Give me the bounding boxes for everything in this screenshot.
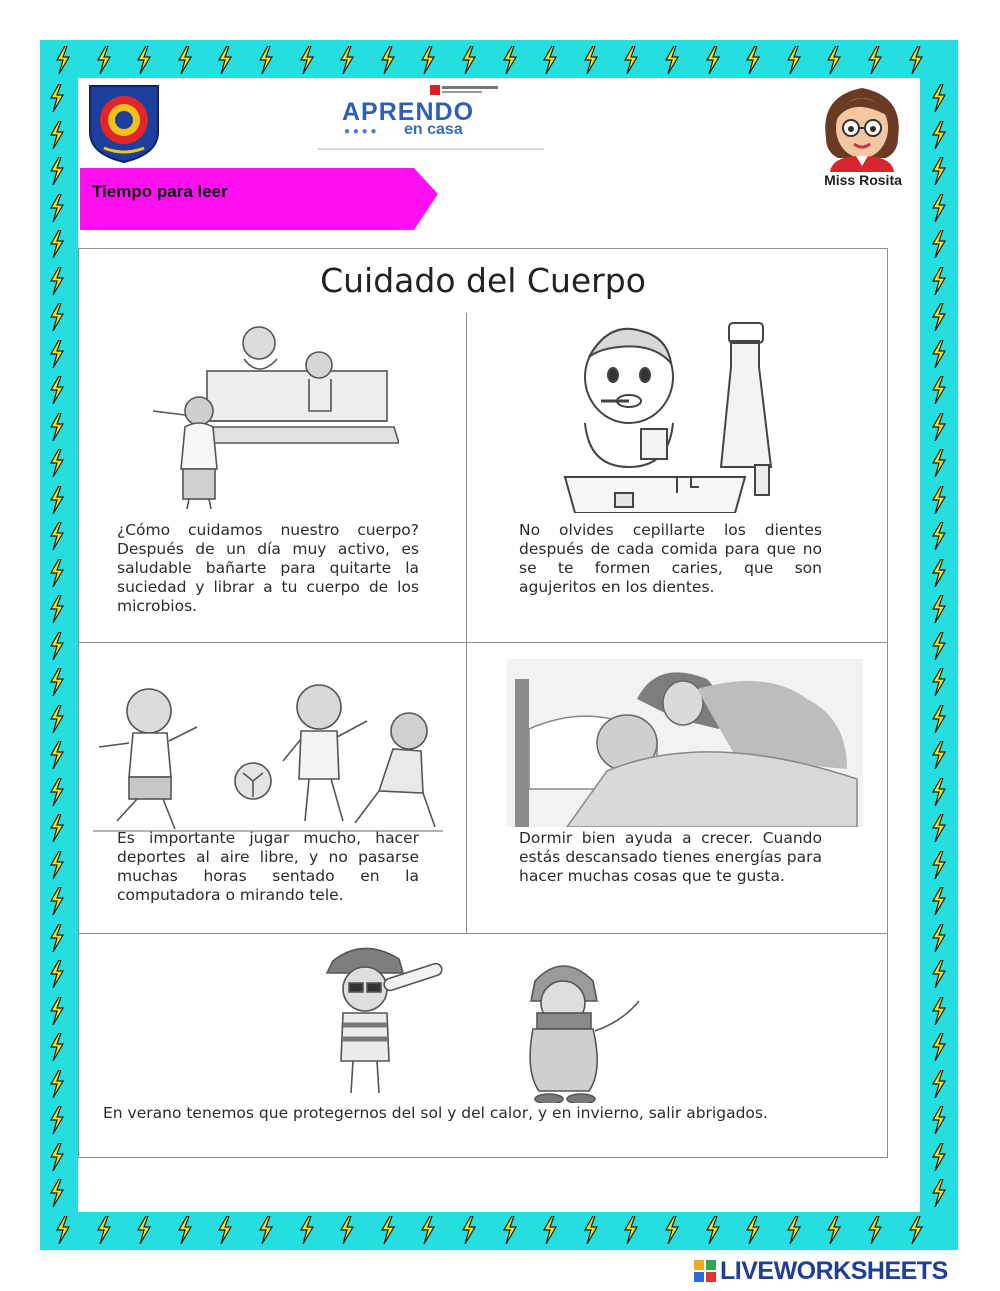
lightning-bolt-icon bbox=[48, 303, 66, 331]
lightning-bolt-icon bbox=[48, 997, 66, 1025]
lightning-bolt-icon bbox=[704, 46, 722, 74]
lightning-bolt-icon bbox=[135, 1216, 153, 1244]
lightning-bolt-icon bbox=[257, 1216, 275, 1244]
lightning-bolt-icon bbox=[298, 1216, 316, 1244]
lightning-bolt-icon bbox=[930, 303, 948, 331]
lightning-bolt-icon bbox=[930, 194, 948, 222]
lightning-bolt-icon bbox=[825, 46, 843, 74]
lightning-bolt-icon bbox=[704, 1216, 722, 1244]
weather-clothing-illustration bbox=[313, 941, 655, 1103]
lightning-bolt-icon bbox=[460, 1216, 478, 1244]
lightning-bolt-icon bbox=[48, 559, 66, 587]
logo-main-text: APRENDO bbox=[342, 98, 475, 126]
lightning-bolt-icon bbox=[48, 340, 66, 368]
lightning-bolt-icon bbox=[825, 1216, 843, 1244]
lightning-bolt-icon bbox=[930, 1070, 948, 1098]
lightning-bolt-icon bbox=[48, 741, 66, 769]
lightning-bolt-icon bbox=[48, 1143, 66, 1171]
logo-dots: ● ● ● ● bbox=[344, 126, 377, 137]
lightning-bolt-icon bbox=[176, 46, 194, 74]
lightning-bolt-icon bbox=[48, 230, 66, 258]
lightning-bolt-icon bbox=[54, 1216, 72, 1244]
lightning-bolt-icon bbox=[930, 814, 948, 842]
lightning-bolt-icon bbox=[135, 46, 153, 74]
lightning-bolt-icon bbox=[54, 46, 72, 74]
lightning-bolt-icon bbox=[930, 559, 948, 587]
lightning-bolt-icon bbox=[48, 595, 66, 623]
lightning-bolt-icon bbox=[930, 376, 948, 404]
panel-caption: Es importante jugar mucho, hacer deportes al aire libre, y no pasarse muchas horas sentado en la computadora o mirando tele. bbox=[117, 829, 419, 904]
lightning-bolt-icon bbox=[866, 46, 884, 74]
lightning-bolt-icon bbox=[48, 632, 66, 660]
lightning-bolt-icon bbox=[744, 1216, 762, 1244]
lightning-bolt-icon bbox=[930, 887, 948, 915]
lightning-bolt-icon bbox=[48, 887, 66, 915]
lightning-bolt-icon bbox=[95, 1216, 113, 1244]
divider bbox=[79, 933, 887, 934]
liveworksheets-brand bbox=[694, 1256, 994, 1286]
lightning-bolt-icon bbox=[785, 46, 803, 74]
lightning-bolt-icon bbox=[48, 194, 66, 222]
divider bbox=[79, 642, 887, 643]
lightning-bolt-icon bbox=[338, 1216, 356, 1244]
lightning-bolt-icon bbox=[930, 84, 948, 112]
lightning-bolt-icon bbox=[48, 413, 66, 441]
sheet-title: Cuidado del Cuerpo bbox=[320, 261, 646, 300]
lightning-bolt-icon bbox=[930, 595, 948, 623]
teacher-avatar bbox=[812, 78, 912, 172]
lightning-bolt-icon bbox=[930, 924, 948, 952]
school-badge-logo bbox=[86, 82, 162, 164]
lightning-bolt-icon bbox=[48, 705, 66, 733]
lightning-bolt-icon bbox=[541, 46, 559, 74]
lightning-bolt-icon bbox=[930, 851, 948, 879]
bath-illustration bbox=[149, 319, 399, 509]
lightning-bolt-icon bbox=[48, 376, 66, 404]
lightning-bolt-icon bbox=[48, 157, 66, 185]
lightning-bolt-icon bbox=[379, 46, 397, 74]
lightning-bolt-icon bbox=[930, 486, 948, 514]
lightning-bolt-icon bbox=[622, 46, 640, 74]
lightning-bolt-icon bbox=[501, 1216, 519, 1244]
lightning-bolt-icon bbox=[930, 632, 948, 660]
lightning-bolt-icon bbox=[930, 741, 948, 769]
lightning-bolt-icon bbox=[785, 1216, 803, 1244]
lightning-bolt-icon bbox=[930, 705, 948, 733]
lightning-bolt-icon bbox=[930, 960, 948, 988]
toothbrush-illustration bbox=[549, 317, 789, 513]
lightning-bolt-icon bbox=[930, 413, 948, 441]
lightning-bolt-icon bbox=[419, 46, 437, 74]
lightning-bolt-icon bbox=[48, 121, 66, 149]
lightning-bolt-icon bbox=[48, 960, 66, 988]
lightning-bolt-icon bbox=[541, 1216, 559, 1244]
lightning-bolt-icon bbox=[622, 1216, 640, 1244]
lightning-bolt-icon bbox=[930, 997, 948, 1025]
lightning-bolt-icon bbox=[460, 46, 478, 74]
aprendo-en-casa-logo bbox=[318, 82, 544, 150]
lightning-bolt-icon bbox=[930, 267, 948, 295]
lightning-bolt-icon bbox=[419, 1216, 437, 1244]
lightning-bolt-icon bbox=[48, 522, 66, 550]
lightning-bolt-icon bbox=[930, 340, 948, 368]
liveworksheets-icon bbox=[694, 1260, 716, 1282]
section-tag: Tiempo para leer bbox=[92, 182, 228, 201]
lightning-bolt-icon bbox=[216, 1216, 234, 1244]
lightning-bolt-icon bbox=[930, 121, 948, 149]
lightning-bolt-icon bbox=[48, 449, 66, 477]
divider bbox=[466, 313, 467, 934]
lightning-bolt-icon bbox=[663, 46, 681, 74]
lightning-bolt-icon bbox=[930, 522, 948, 550]
lightning-bolt-icon bbox=[930, 668, 948, 696]
lightning-bolt-icon bbox=[48, 486, 66, 514]
lightning-bolt-icon bbox=[663, 1216, 681, 1244]
soccer-illustration bbox=[93, 681, 443, 845]
lightning-bolt-icon bbox=[338, 46, 356, 74]
sleeping-illustration bbox=[507, 659, 863, 827]
section-ribbon bbox=[80, 168, 438, 230]
lightning-bolt-icon bbox=[930, 778, 948, 806]
lightning-bolt-icon bbox=[930, 1179, 948, 1207]
panel-caption: No olvides cepillarte los dientes después de cada comida para que no se te formen caries, que son agujeritos en los dientes. bbox=[519, 521, 822, 596]
lightning-bolt-icon bbox=[48, 1070, 66, 1098]
lightning-bolt-icon bbox=[48, 267, 66, 295]
lightning-bolt-icon bbox=[907, 1216, 925, 1244]
lightning-bolt-icon bbox=[48, 1106, 66, 1134]
lightning-bolt-icon bbox=[298, 46, 316, 74]
panel-caption: ¿Cómo cuidamos nuestro cuerpo? Después de un día muy activo, es saludable bañarte para quitarte la suciedad y librar a tu cuerpo de los microbios. bbox=[117, 521, 419, 615]
lightning-bolt-icon bbox=[930, 1033, 948, 1061]
lightning-bolt-icon bbox=[744, 46, 762, 74]
lightning-bolt-icon bbox=[379, 1216, 397, 1244]
lightning-bolt-icon bbox=[582, 1216, 600, 1244]
logo-sub-text: en casa bbox=[404, 121, 463, 138]
panel-caption: En verano tenemos que protegernos del sol y del calor, y en invierno, salir abrigados. bbox=[103, 1104, 768, 1122]
panel-caption: Dormir bien ayuda a crecer. Cuando estás descansado tienes energías para hacer muchas cosas que te gusta. bbox=[519, 829, 822, 885]
lightning-bolt-icon bbox=[582, 46, 600, 74]
lightning-bolt-icon bbox=[48, 1179, 66, 1207]
lightning-bolt-icon bbox=[48, 814, 66, 842]
lightning-bolt-icon bbox=[257, 46, 275, 74]
lightning-bolt-icon bbox=[930, 449, 948, 477]
lightning-bolt-icon bbox=[48, 668, 66, 696]
lightning-bolt-icon bbox=[501, 46, 519, 74]
brand-text: LIVEWORKSHEETS bbox=[720, 1257, 948, 1285]
lightning-bolt-icon bbox=[48, 1033, 66, 1061]
lightning-bolt-icon bbox=[48, 778, 66, 806]
lightning-bolt-icon bbox=[930, 1143, 948, 1171]
lightning-bolt-icon bbox=[95, 46, 113, 74]
lightning-bolt-icon bbox=[930, 1106, 948, 1134]
lightning-bolt-icon bbox=[907, 46, 925, 74]
lightning-bolt-icon bbox=[866, 1216, 884, 1244]
lightning-bolt-icon bbox=[176, 1216, 194, 1244]
lightning-bolt-icon bbox=[48, 851, 66, 879]
lightning-bolt-icon bbox=[930, 157, 948, 185]
lightning-bolt-icon bbox=[930, 230, 948, 258]
lightning-bolt-icon bbox=[48, 924, 66, 952]
teacher-name: Miss Rosita bbox=[824, 172, 902, 188]
lightning-bolt-icon bbox=[216, 46, 234, 74]
lightning-bolt-icon bbox=[48, 84, 66, 112]
reading-sheet bbox=[78, 248, 888, 1158]
